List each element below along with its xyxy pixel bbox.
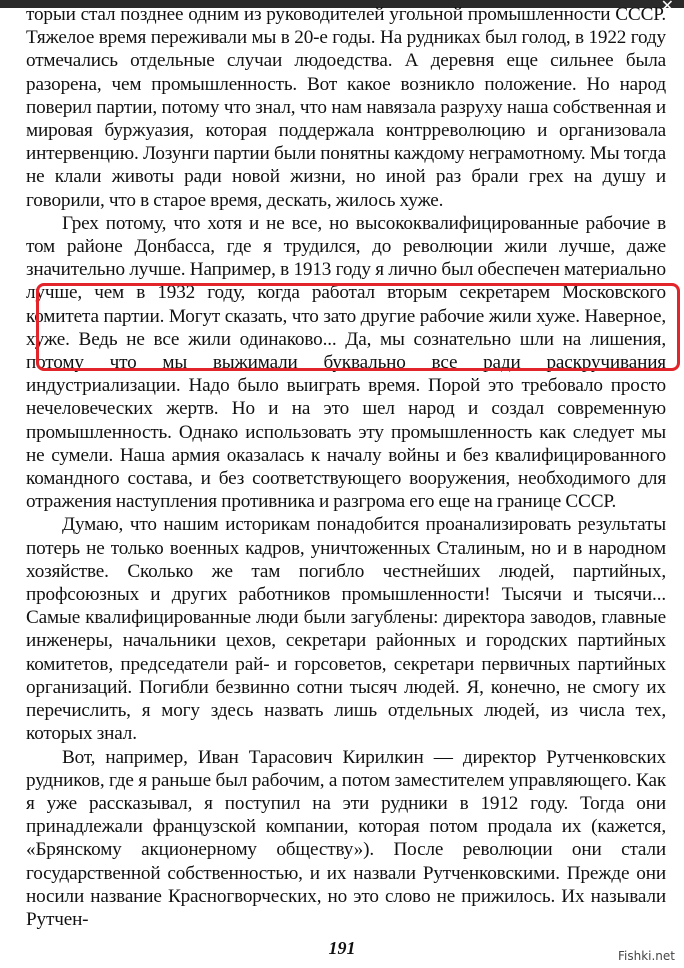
watermark: Fishki.net xyxy=(615,948,678,964)
book-page xyxy=(26,3,666,931)
paragraph-4: Вот, например, Иван Тарасович Кирилкин — директор Рутченковских рудников, где я раньше был рабочим, а потом заместителем управляющего. Как я уже рассказывал, я поступил на эти рудники в 1912 году. Тогда они принадлежали французской компании, которая потом продала их (кажется, «Брянскому акционерному обществу»). После революции они стали государственной собственностью, и их назвали Рутченковскими. Прежде они носили название Красногворческих, но это слово не прижилось. Их называли Рутчен- xyxy=(26,746,666,930)
paragraph-3: Думаю, что нашим историкам понадобится проанализировать результаты потерь не только военных кадров, уничтоженных Сталиным, но и в народном хозяйстве. Сколько же там погибло честнейших людей, партийных, профсоюзных и других работников промышленности! Тысячи и тысячи... Самые квалифицированные люди были загублены: директора заводов, главные инженеры, начальники цехов, секретари районных и городских партийных комитетов, председатели рай- и горсоветов, секретари первичных партийных организаций. Погибли безвинно сотни тысяч людей. Я, конечно, не смогу их перечислить, я могу здесь назвать лишь отдельных людей, из числа тех, которых знал. xyxy=(26,514,666,745)
close-icon[interactable]: ✕ xyxy=(660,0,674,15)
paragraph-1: торыи стал позднее одним из руководителей угольной промышленности СССР. Тяжелое время переживали мы в 20-е годы. На рудниках был голод, в 1922 году отмечались отдельные случаи людоедства. А деревня еще сильнее была разорена, чем промышленность. Вот какое возникло положение. Но народ поверил партии, потому что знал, что нам навязала разруху наша собственная и мировая буржуазия, которая поддержала контрреволюцию и организовала интервенцию. Лозунги партии были понятны каждому неграмотному. Мы тогда не клали животы ради новой жизни, но иной раз брали грех на душу и говорили, что в старое время, дескать, жилось хуже. xyxy=(26,4,666,211)
paragraph-2: Грех потому, что хотя и не все, но высококвалифицированные рабочие в том районе Донбасса, где я трудился, до революции жили лучше, даже значительно лучше. Например, в 1913 году я лично был обеспечен материально лучше, чем в 1932 году, когда работал вторым секретарем Московского комитета партии. Могут сказать, что зато другие рабочие жили хуже. Наверное, хуже. Ведь не все жили одинаково... Да, мы сознательно шли на лишения, потому что мы выжимали буквально все ради раскручивания индустриализации. Надо было выиграть время. Порой это требовало просто нечеловеческих жертв. Но и на это шел народ и создал современную промышленность. Однако использовать эту промышленность как следует мы не сумели. Наша армия оказалась к началу войны и без квалифицированного командного состава, и без соответствующего вооружения, необходимого для отражения наступления противника и разгрома его еще на границе СССР. xyxy=(26,212,666,513)
page-number: 191 xyxy=(328,938,356,958)
